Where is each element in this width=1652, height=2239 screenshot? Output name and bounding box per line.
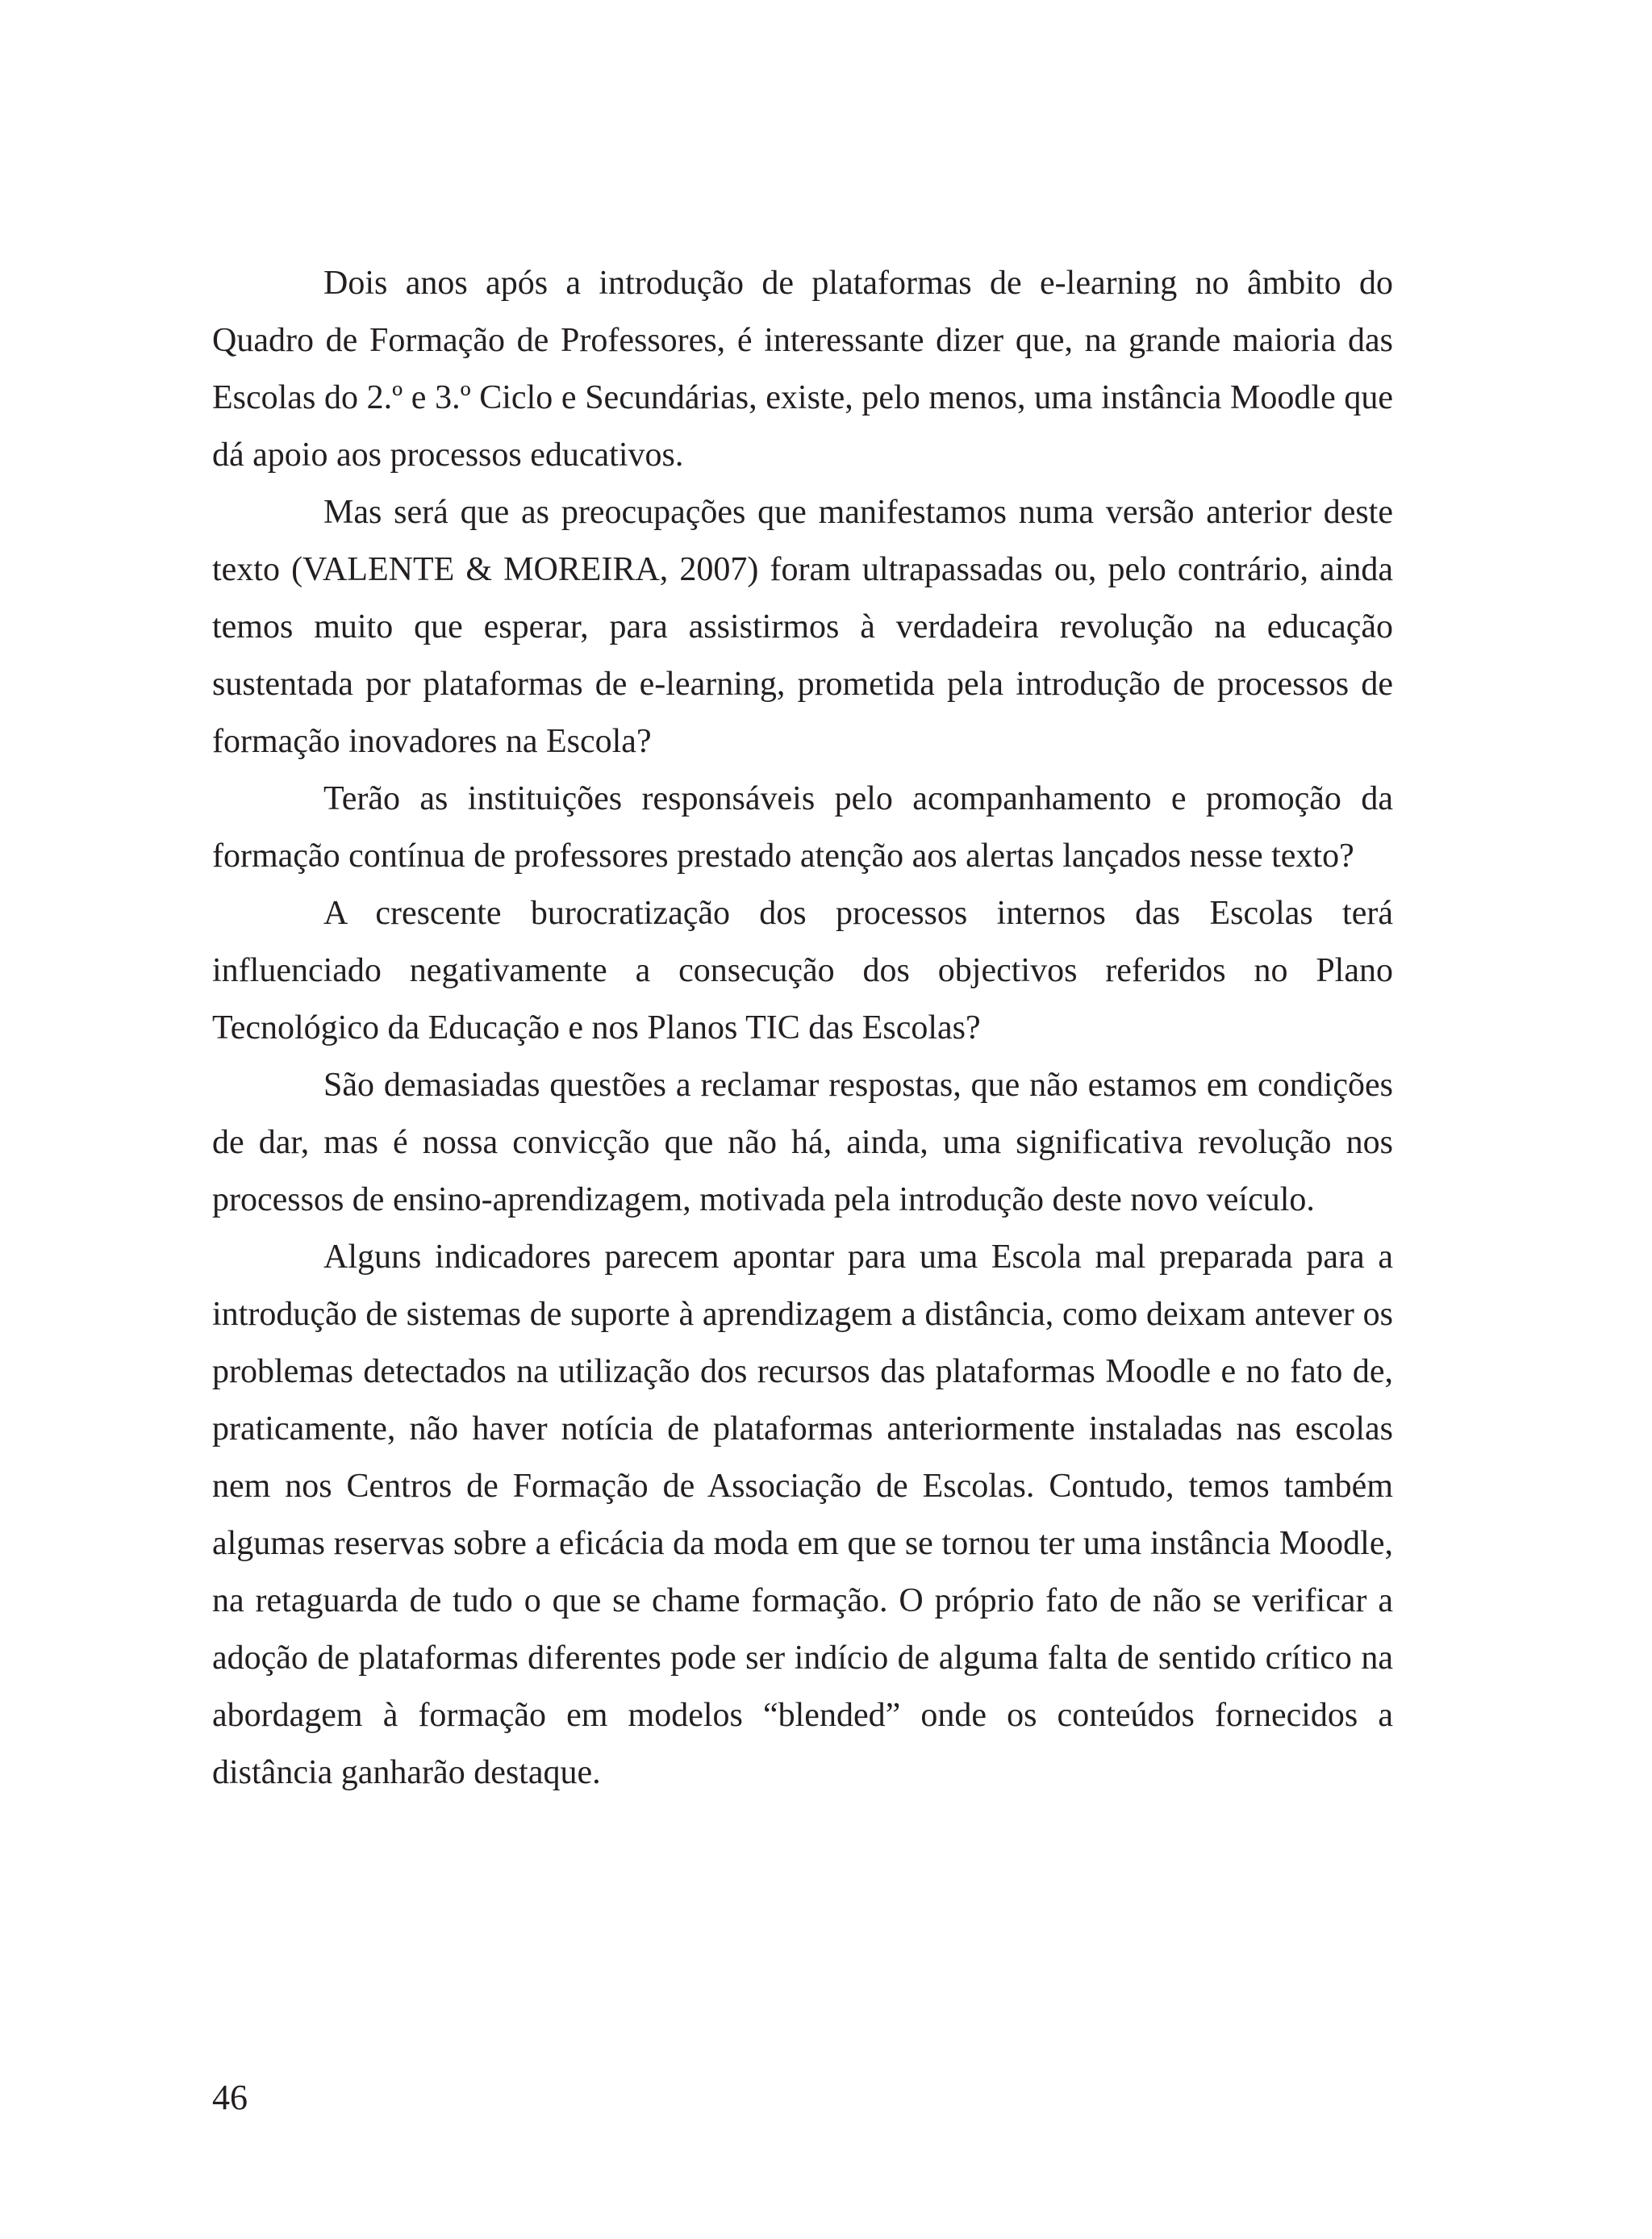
paragraph-6: Alguns indicadores parecem apontar para uma Escola mal preparada para a introdução de sistemas de suporte à aprendizagem a distância, como deixam antever os problemas detectados na utilização dos recursos das plataformas Moodle e no fato de, praticamente, não haver notícia de plataformas anteriormente instaladas nas escolas nem nos Centros de Formação de Associação de Escolas. Contudo, temos também algumas reservas sobre a eficácia da moda em que se tornou ter uma instância Moodle, na retaguarda de tudo o que se chame formação. O próprio fato de não se verificar a adoção de plataformas diferentes pode ser indício de alguma falta de sentido crítico na abordagem à formação em modelos “blended” onde os conteúdos fornecidos a distância ganharão destaque. <box>212 1239 1393 1791</box>
body-text <box>212 255 1393 1802</box>
paragraph-4: A crescente burocratização dos processos internos das Escolas terá influenciado negativamente a consecução dos objectivos referidos no Plano Tecnológico da Educação e nos Planos TIC das Escolas? <box>212 895 1393 1046</box>
paragraph-2: Mas será que as preocupações que manifestamos numa versão anterior deste texto (VALENTE & MOREIRA, 2007) foram ultrapassadas ou, pelo contrário, ainda temos muito que esperar, para assistirmos à verdadeira revolução na educação sustentada por plataformas de e-learning, prometida pela introdução de processos de formação inovadores na Escola? <box>212 494 1393 760</box>
paragraph-3: Terão as instituições responsáveis pelo acompanhamento e promoção da formação contínua de professores prestado atenção aos alertas lançados nesse texto? <box>212 780 1393 875</box>
page-number: 46 <box>212 2078 248 2117</box>
paragraph-1: Dois anos após a introdução de plataformas de e-learning no âmbito do Quadro de Formação de Professores, é interessante dizer que, na grande maioria das Escolas do 2.º e 3.º Ciclo e Secundárias, existe, pelo menos, uma instância Moodle que dá apoio aos processos educativos. <box>212 265 1393 474</box>
paragraph-5: São demasiadas questões a reclamar respostas, que não estamos em condições de dar, mas é nossa convicção que não há, ainda, uma significativa revolução nos processos de ensino-aprendizagem, motivada pela introdução deste novo veículo. <box>212 1067 1393 1218</box>
